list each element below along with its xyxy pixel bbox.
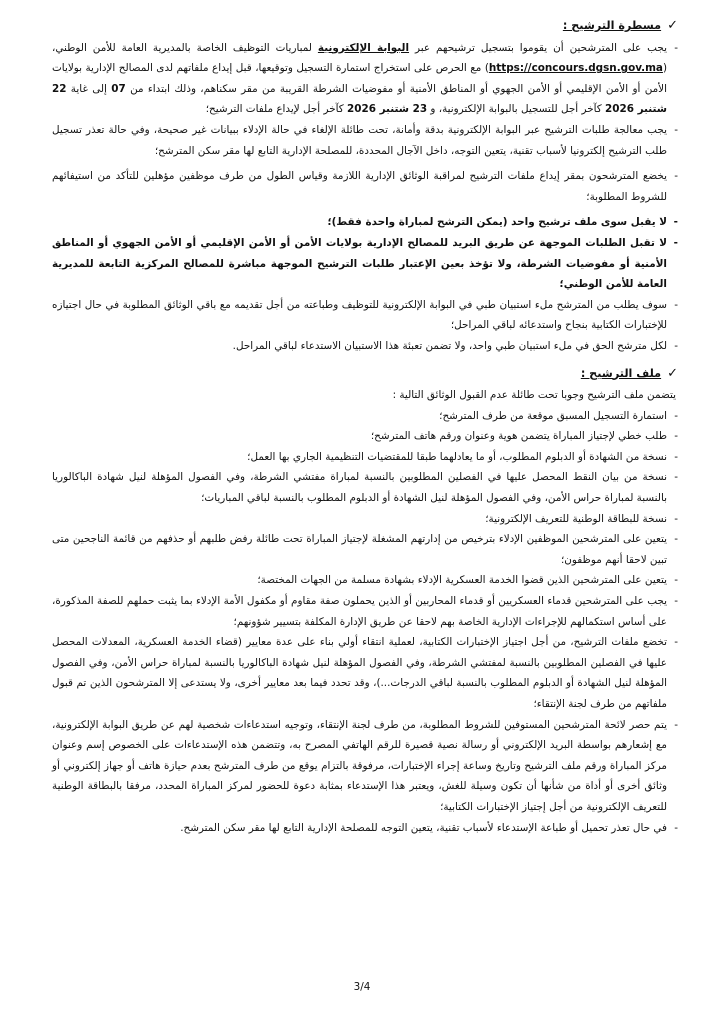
list-item [52, 818, 678, 839]
bullet-dash: - [674, 533, 678, 546]
bullet-dash: - [674, 595, 678, 608]
list-item-text: لا تقبل الطلبات الموجهة عن طريق البريد للمصالح الإدارية بولايات الأمن أو الأمن الإقليمي أو الأمن الجهوي أو المناطق الأمنية أو مفوضيات الشرطة، ولا تؤخذ بعين الإعتبار طلبات الترشيح الموجهة مباشرة للمصالح المركزية التابعة للمديرية العامة للأمن الوطني؛ [52, 236, 667, 291]
list-item [52, 591, 678, 632]
bullet-dash: - [674, 339, 678, 352]
list-item [52, 715, 678, 818]
list-item-text: سوف يطلب من المترشح ملء استبيان طبي في البوابة الإلكترونية للتوظيف وطباعته من أجل تقديمه مع باقي الوثائق المطلوبة في حال اجتيازه للإختبارات الكتابية بنجاح واستدعائه لباقي المراحل؛ [52, 298, 667, 332]
registration-deadline: 22 شتنبر 2026 [52, 82, 667, 116]
bullet-dash: - [674, 471, 678, 484]
section-title: ملف الترشيح : [580, 366, 662, 380]
section-title: مسطرة الترشيح : [562, 19, 662, 32]
list-item-text: نسخة من الشهادة أو الدبلوم المطلوب، أو ما يعادلهما طبقا للمقتضيات التنظيمية الجاري بها العمل؛ [247, 450, 667, 463]
list-item [52, 447, 678, 468]
list-item [52, 509, 678, 530]
bullet-dash: - [674, 41, 678, 54]
checkmark-icon: ✓ [667, 365, 678, 381]
page-number: 3/4 [353, 981, 371, 993]
bullet-dash: - [674, 170, 678, 183]
list-item [52, 166, 678, 207]
list-item [52, 295, 678, 336]
list-item-text: تخضع ملفات الترشيح، من أجل اجتياز الإختبارات الكتابية، لعملية انتقاء أولي بناء على عدة معايير (قضاء الخدمة العسكرية، المعدلات المحصل عليها في الفصلين المطلوبين بالنسبة لمفتشي الشرطة، وفي الفصول المؤهلة لنيل شهادة الباكالوريا بالنسبة لمباراة حراس الأمن، وفي الفصول المؤهلة لنيل الشهادة أو الدبلوم المطلوب بالنسبة لباقي الدرجات...)، وقد تحدد فيما بعد معايير أخرى، ولا يستدعى إلا المترشحون الذين تم قبول ملفاتهم من طرف لجنة الإنتقاء؛ [52, 636, 667, 710]
bullet-dash: - [674, 409, 678, 422]
list-item [52, 233, 678, 295]
list-item-text: يجب معالجة طلبات الترشيح عبر البوابة الإلكترونية بدقة وأمانة، تحت طائلة الإلغاء في حالة الإدلاء ببيانات غير صحيحة، وفي حالة تعذر تسجيل طلب الترشيح إلكترونيا لأسباب تقنية، يتعين التوجه، داخل الآجال المحددة، للمصلحة الإدارية التابع لها مقر سكن المترشح؛ [52, 123, 667, 157]
list-item-text: طلب خطي لإجتياز المباراة يتضمن هوية وعنوان ورقم هاتف المترشح؛ [370, 430, 667, 443]
bullet-dash: - [674, 821, 678, 834]
list-item-text: يتعين على المترشحين الموظفين الإدلاء بترخيص من إدارتهم المشغلة لإجتياز المباراة تحت طائلة رفض طلبهم أو حذفهم من قائمة الناجحين متى تبين لاحقا أنهم موظفون؛ [52, 533, 667, 566]
checkmark-icon: ✓ [667, 18, 678, 33]
bullet-dash: - [674, 636, 678, 649]
list-item-text: نسخة للبطاقة الوطنية للتعريف الإلكترونية؛ [485, 512, 667, 525]
list-item-text: استمارة التسجيل المسبق موقعة من طرف المترشح؛ [439, 409, 667, 422]
list-item-text: نسخة من بيان النقط المحصل عليها في الفصلين المطلوبين بالنسبة لمباراة مفتشي الشرطة، وفي الفصول المؤهلة لنيل شهادة الباكالوريا بالنسبة لمباراة حراس الأمن، وفي الفصول المؤهلة لنيل الشهادة أو الدبلوم المطلوب بالنسبة لباقي المباريات؛ [52, 471, 667, 505]
section-intro: يتضمن ملف الترشيح وجوبا تحت طائلة عدم القبول الوثائق التالية : [392, 389, 676, 402]
list-item-text: لكل مترشح الحق في ملء استبيان طبي واحد، ولا تضمن تعبئة هذا الاستبيان الاستدعاء لباقي المراحل. [232, 339, 667, 352]
start-date: 07 [111, 82, 126, 95]
document-content [52, 16, 678, 838]
bullet-dash: - [674, 430, 678, 443]
bullet-dash: - [673, 236, 678, 249]
list-item [52, 406, 678, 427]
bullet-dash: - [674, 574, 678, 587]
list-item-text: يخضع المترشحون بمقر إيداع ملفات الترشيح لمراقبة الوثائق الإدارية اللازمة وقياس الطول من طرف موظفين مؤهلين للتأكد من استيفائهم للشروط المطلوبة؛ [52, 170, 667, 203]
list-item [52, 426, 678, 447]
list-item [52, 632, 678, 714]
bullet-dash: - [674, 718, 678, 731]
list-item-text: يتعين على المترشحين الذين قضوا الخدمة العسكرية الإدلاء بشهادة مسلمة من الجهات المختصة؛ [257, 574, 667, 587]
list-item [52, 570, 678, 591]
section-heading-file [52, 364, 678, 385]
list-item [52, 467, 678, 508]
bullet-dash: - [674, 298, 678, 311]
bullet-dash: - [674, 123, 678, 136]
portal-name: البوابة الإلكترونية [317, 41, 410, 54]
list-item: - يجب على المترشحين أن يقوموا بتسجيل ترشيحهم عبر البوابة الإلكترونية لمباريات التوظيف الخاصة بالمديرية العامة للأمن الوطني، (https://concours.dgsn.gov.ma) مع الحرص على استخراج استمارة التسجيل وتوقيعها، قبل إيداع ملفاتهم لدى المصالح الإدارية بولايات الأمن أو الأمن الإقليمي أو الأمن الجهوي أو المناطق الأمنية أو مفوضيات الشرطة القريبة من مقر سكناهم، وذلك ابتداء من 07 إلى غاية 22 شتنبر 2026 كآخر أجل للتسجيل بالبوابة الإلكترونية، و 23 شتنبر 2026 كآخر أجل لإيداع ملفات الترشيح؛ [52, 38, 678, 120]
list-item-text: يتم حصر لائحة المترشحين المستوفين للشروط المطلوبة، من طرف لجنة الإنتقاء، وتوجيه استدعاءات شخصية لهم عن طريق البوابة الإلكترونية، مع إشعارهم بواسطة البريد الإلكتروني أو رسالة نصية قصيرة للرقم الهاتفي المصرح به، وتتضمن هذه الإستدعاءات على الخصوص إسم وعنوان مركز المباراة ورقم ملف الترشيح وتاريخ وساعة إجراء الإختبارات، مرفوقة بالتزام يوقع من طرف المترشح بعدم حيازة هاتف أو جهاز إلكتروني أو وثائق أخرى أو أداة من شأنها أن تكون وسيلة للغش، ويعتبر هذا الإستدعاء بمثابة دعوة للحضور لمركز المباراة المحدد، مرفقا بالبطاقة الوطنية للتعريف الإلكترونية من أجل إجتياز الإختبارات الكتابية؛ [52, 718, 667, 813]
list-item-text: يجب على المترشحين قدماء العسكريين أو قدماء المحاربين أو الذين يحملون صفة مقاوم أو مكفول الأمة الإدلاء بما يثبت حملهم للصفة المذكورة، على أساس استكمالهم للإجراءات الإدارية الخاصة بهم لاحقا عن طريق الإدارة المكلفة بتسيير شؤونهم؛ [52, 595, 667, 628]
list-item-text: لا يقبل سوى ملف ترشيح واحد (يمكن الترشح لمباراة واحدة فقط)؛ [327, 216, 667, 229]
bullet-dash: - [673, 216, 678, 229]
list-item [52, 336, 678, 357]
filing-deadline: 23 شتنبر 2026 [347, 103, 428, 116]
list-item [52, 212, 678, 233]
list-item-text: في حال تعذر تحميل أو طباعة الإستدعاء لأسباب تقنية، يتعين التوجه للمصلحة الإدارية التابع لها مقر سكن المترشح. [180, 821, 667, 834]
list-item [52, 120, 678, 161]
portal-url-link[interactable]: https://concours.dgsn.gov.ma [488, 62, 663, 75]
bullet-dash: - [674, 450, 678, 463]
section-heading-procedure [52, 16, 678, 37]
list-item [52, 529, 678, 570]
bullet-dash: - [674, 512, 678, 525]
